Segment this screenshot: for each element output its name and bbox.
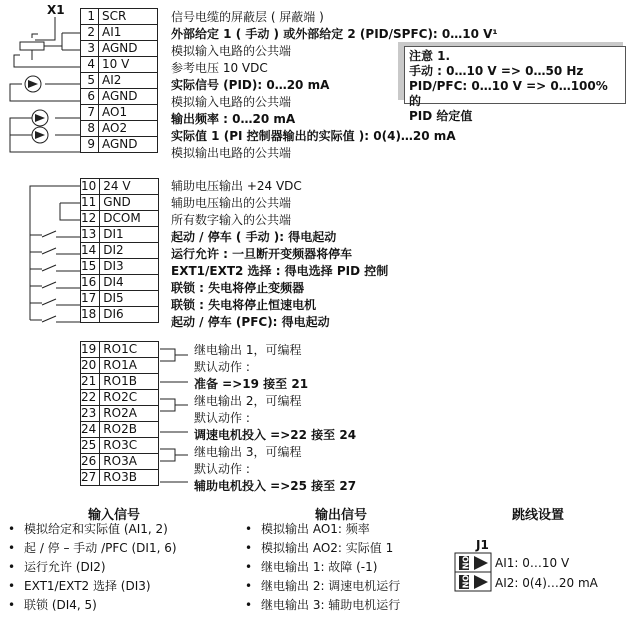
terminal-number: 15 (81, 259, 100, 275)
terminal-label: RO2A (100, 406, 159, 422)
terminal-description: 起动 / 停车 ( 手动 ): 得电起动 (171, 230, 337, 244)
signal-list-item: • 模拟输出 AO1: 频率 (245, 520, 400, 539)
note-box (404, 46, 626, 123)
terminal-descriptions-2 (171, 178, 388, 331)
terminal-description: 所有数字输入的公共端 (171, 213, 292, 227)
terminal-label: DI1 (100, 227, 159, 243)
terminal-label: RO1A (100, 358, 159, 374)
terminal-label: RO3B (100, 470, 159, 486)
relay-description: 默认动作 : (194, 462, 250, 476)
signal-list-item: • 继电输出 2: 调速电机运行 (245, 577, 400, 596)
terminal-number: 4 (81, 57, 99, 73)
terminal-block-1 (80, 8, 158, 153)
terminal-number: 21 (81, 374, 100, 390)
output-signals-title: 输出信号 (315, 508, 368, 523)
output-signals-list (245, 520, 400, 615)
terminal-number: 24 (81, 422, 100, 438)
note-line-1: 手动 : 0…10 V => 0…50 Hz (409, 64, 584, 78)
relay-description: 辅助电机投入 =>25 接至 27 (194, 479, 357, 493)
terminal-number: 3 (81, 41, 99, 57)
terminal-row (81, 105, 158, 121)
signal-list-item: • 联锁 (DI4, 5) (8, 596, 177, 615)
terminal-description: 联锁 : 失电将停止恒速电机 (171, 298, 317, 312)
terminal-block-2 (80, 178, 159, 323)
terminal-row (81, 227, 159, 243)
terminal-label: AO1 (99, 105, 158, 121)
terminal-description: 参考电压 10 VDC (171, 61, 268, 75)
relay-description: 默认动作 : (194, 360, 250, 374)
terminal-label: RO1C (100, 342, 159, 358)
terminal-row (81, 137, 158, 153)
relay-description: 默认动作 : (194, 411, 250, 425)
terminal-label: AGND (99, 89, 158, 105)
signal-list-item: • 继电输出 3: 辅助电机运行 (245, 596, 400, 615)
terminal-label: 24 V (100, 179, 159, 195)
terminal-number: 20 (81, 358, 100, 374)
jumper-ai1: AI1: 0…10 V (495, 556, 570, 570)
terminal-label: DI3 (100, 259, 159, 275)
terminal-row (81, 121, 158, 137)
jumper-ai2: AI2: 0(4)…20 mA (495, 576, 598, 590)
signal-list-item: • 模拟输出 AO2: 实际值 1 (245, 539, 400, 558)
terminal-description: 外部给定 1 ( 手动 ) 或外部给定 2 (PID/SPFC): 0…10 V¹ (171, 27, 498, 41)
input-signals-list (8, 520, 177, 615)
terminal-number: 22 (81, 390, 100, 406)
terminal-label: RO1B (100, 374, 159, 390)
terminal-label: AGND (99, 137, 158, 153)
terminal-label: GND (100, 195, 159, 211)
terminal-row (81, 41, 158, 57)
terminal-number: 26 (81, 454, 100, 470)
terminal-number: 14 (81, 243, 100, 259)
terminal-label: DCOM (100, 211, 159, 227)
terminal-label: AO2 (99, 121, 158, 137)
terminal-description: 实际值 1 (PI 控制器输出的实际值 ): 0(4)…20 mA (171, 129, 456, 143)
terminal-label: DI4 (100, 275, 159, 291)
terminal-row (81, 454, 159, 470)
relay-description: 调速电机投入 =>22 接至 24 (194, 428, 357, 442)
terminal-number: 11 (81, 195, 100, 211)
terminal-number: 25 (81, 438, 100, 454)
input-signals-title: 输入信号 (88, 508, 141, 523)
terminal-label: 10 V (99, 57, 158, 73)
terminal-row (81, 25, 158, 41)
terminal-number: 7 (81, 105, 99, 121)
terminal-description: 模拟输入电路的公共端 (171, 44, 292, 58)
terminal-row (81, 179, 159, 195)
terminal-number: 10 (81, 179, 100, 195)
terminal-number: 5 (81, 73, 99, 89)
terminal-label: AI1 (99, 25, 158, 41)
note-line-3: PID 给定值 (409, 109, 473, 123)
jumper-name: J1 (476, 538, 489, 552)
terminal-label: RO3A (100, 454, 159, 470)
terminal-row (81, 243, 159, 259)
terminal-description: 实际信号 (PID): 0…20 mA (171, 78, 330, 92)
terminal-description: 信号电缆的屏蔽层 ( 屏蔽端 ) (171, 10, 324, 24)
terminal-description: 辅助电压输出的公共端 (171, 196, 292, 210)
terminal-number: 9 (81, 137, 99, 153)
terminal-number: 13 (81, 227, 100, 243)
terminal-row (81, 73, 158, 89)
terminal-number: 6 (81, 89, 99, 105)
terminal-label: DI6 (100, 307, 159, 323)
terminal-row (81, 211, 159, 227)
terminal-label: RO3C (100, 438, 159, 454)
terminal-label: DI2 (100, 243, 159, 259)
signal-list-item: • EXT1/EXT2 选择 (DI3) (8, 577, 177, 596)
terminal-row (81, 374, 159, 390)
terminal-number: 12 (81, 211, 100, 227)
terminal-description: 起动 / 停车 (PFC): 得电起动 (171, 315, 330, 329)
terminal-row (81, 358, 159, 374)
signal-list-item: • 继电输出 1: 故障 (-1) (245, 558, 400, 577)
terminal-block-3 (80, 341, 159, 486)
terminal-row (81, 307, 159, 323)
note-title: 注意 1. (409, 49, 451, 63)
terminal-row (81, 438, 159, 454)
signal-list-item: • 起 / 停 – 手动 /PFC (DI1, 6) (8, 539, 177, 558)
terminal-description: 联锁 : 失电将停止变频器 (171, 281, 305, 295)
relay-description: 继电输出 3，可编程 (194, 445, 302, 459)
terminal-description: 辅助电压输出 +24 VDC (171, 179, 302, 193)
jumper-on-1: ON (460, 555, 470, 570)
note-line-2: PID/PFC: 0…10 V => 0…100% 的 (409, 79, 608, 108)
terminal-description: 输出频率 : 0…20 mA (171, 112, 296, 126)
terminal-row (81, 275, 159, 291)
terminal-description: 运行允许 : 一旦断开变频器将停车 (171, 247, 353, 261)
terminal-row (81, 390, 159, 406)
terminal-number: 16 (81, 275, 100, 291)
terminal-label: RO2C (100, 390, 159, 406)
terminal-description: EXT1/EXT2 选择 : 得电选择 PID 控制 (171, 264, 389, 278)
relay-description: 准备 =>19 接至 21 (194, 377, 309, 391)
jumper-on-2: ON (460, 574, 470, 589)
terminal-label: RO2B (100, 422, 159, 438)
terminal-number: 2 (81, 25, 99, 41)
terminal-label: SCR (99, 9, 158, 25)
terminal-row (81, 195, 159, 211)
terminal-label: DI5 (100, 291, 159, 307)
terminal-number: 18 (81, 307, 100, 323)
terminal-label: AI2 (99, 73, 158, 89)
terminal-number: 19 (81, 342, 100, 358)
terminal-row (81, 342, 159, 358)
terminal-label: AGND (99, 41, 158, 57)
signal-list-item: • 模拟给定和实际值 (AI1, 2) (8, 520, 177, 539)
connector-label: X1 (47, 3, 65, 17)
terminal-row (81, 57, 158, 73)
terminal-row (81, 259, 159, 275)
terminal-description: 模拟输出电路的公共端 (171, 146, 292, 160)
terminal-row (81, 422, 159, 438)
terminal-number: 17 (81, 291, 100, 307)
relay-description: 继电输出 2，可编程 (194, 394, 302, 408)
terminal-row (81, 291, 159, 307)
terminal-row (81, 9, 158, 25)
relay-descriptions (194, 342, 356, 495)
relay-description: 继电输出 1，可编程 (194, 343, 302, 357)
terminal-number: 23 (81, 406, 100, 422)
terminal-row (81, 89, 158, 105)
terminal-row (81, 470, 159, 486)
terminal-row (81, 406, 159, 422)
terminal-number: 27 (81, 470, 100, 486)
terminal-description: 模拟输入电路的公共端 (171, 95, 292, 109)
terminal-number: 8 (81, 121, 99, 137)
terminal-number: 1 (81, 9, 99, 25)
jumper-settings-title: 跳线设置 (512, 508, 565, 523)
signal-list-item: • 运行允许 (DI2) (8, 558, 177, 577)
